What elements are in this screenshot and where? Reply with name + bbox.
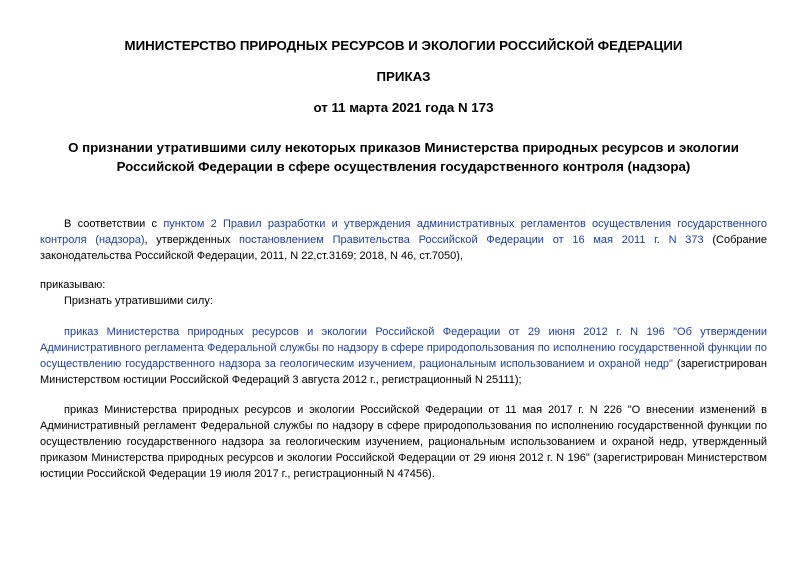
- date-number-heading: от 11 марта 2021 года N 173: [313, 100, 494, 115]
- repealed-order-item-2: приказ Министерства природных ресурсов и экологии Российской Федерации от 11 мая 2017 г. N 226 "О внесении изменений в Административный регламент Федеральной службы по надзору в сфере природопользования по исполнению государственной функции по осуществлению государственного надзора за геологическим изучением, рациональным использованием и охраной недр, утвержденный приказом Министерства природных ресурсов и экологии Российской Федерации от 29 июня 2012 г. N 196" (зарегистрирован Министерством юстиции Российской Федерации 19 июля 2017 г., регистрационный N 47456).: [40, 404, 767, 480]
- document-title: О признании утратившими силу некоторых приказов Министерства природных ресурсов и экологии Российской Федерации в сфере осуществления государственного контроля (надзора): [68, 140, 739, 174]
- preamble-text-1: В соответствии с: [64, 218, 164, 230]
- preamble-paragraph: [40, 216, 767, 264]
- government-decree-link[interactable]: постановлением Правительства Российской Федерации от 16 мая 2011 г. N 373: [239, 234, 704, 246]
- preamble-text-2: , утвержденных: [144, 234, 239, 246]
- doc-type-heading: ПРИКАЗ: [376, 69, 431, 84]
- repealed-order-item-1: [40, 324, 767, 388]
- preamble-text-3: (Собрание законодательства Российской Федерации, 2011, N 22,ст.3169; 2018, N 46, ст.7050),: [40, 234, 767, 262]
- order-196-registration: (зарегистрирован Министерством юстиции Российской Федераций 3 августа 2012 г., регистрационный N 25111);: [40, 358, 767, 386]
- order-word: приказываю:: [40, 279, 106, 291]
- ministry-heading: МИНИСТЕРСТВО ПРИРОДНЫХ РЕСУРСОВ И ЭКОЛОГИИ РОССИЙСКОЙ ФЕДЕРАЦИИ: [124, 38, 683, 53]
- rules-link[interactable]: пунктом 2 Правил разработки и утверждения административных регламентов осуществления государственного контроля (надзора): [40, 218, 768, 246]
- order-196-link[interactable]: приказ Министерства природных ресурсов и экологии Российской Федерации от 29 июня 2012 г. N 196 "Об утверждении Административного регламента Федеральной службы по надзору в сфере природопользования по исполнению государственной функции по осуществлению государственного надзора за геологическим изучением, рациональным использованием и охраной недр": [40, 326, 767, 370]
- declare-invalid-text: Признать утратившими силу:: [64, 295, 213, 307]
